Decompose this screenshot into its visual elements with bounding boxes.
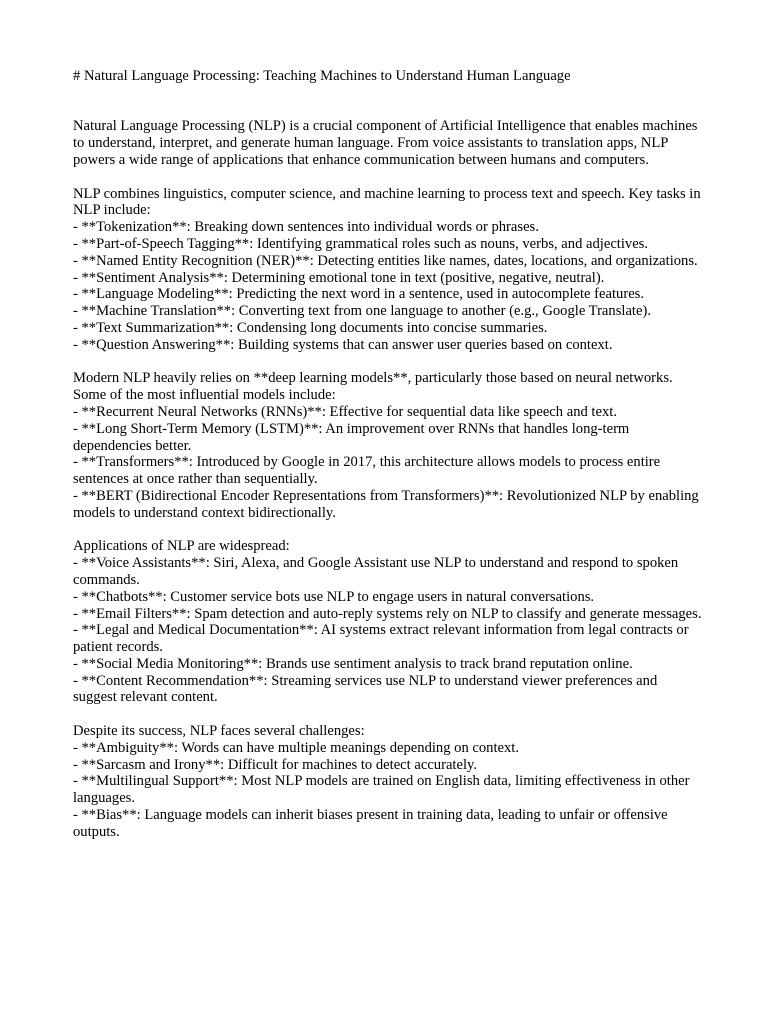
list-item: - **Part-of-Speech Tagging**: Identifying grammatical roles such as nouns, verbs, and adjectives. [73,235,649,252]
section-deep-learning-models [73,370,703,521]
list-item: - **Multilingual Support**: Most NLP models are trained on English data, limiting effectiveness in other languages. [73,773,690,807]
section-lead: NLP combines linguistics, computer science, and machine learning to process text and speech. Key tasks in NLP include: [73,185,701,219]
list-item: - **Chatbots**: Customer service bots use NLP to engage users in natural conversations. [73,588,595,605]
section-lead: Applications of NLP are widespread: [73,538,290,555]
section-lead: Despite its success, NLP faces several challenges: [73,723,365,740]
list-item: - **Sentiment Analysis**: Determining emotional tone in text (positive, negative, neutral). [73,269,605,286]
intro-paragraph: Natural Language Processing (NLP) is a crucial component of Artificial Intelligence that enables machines to understand, interpret, and generate human language. From voice assistants to translation apps, NLP powers a wide range of applications that enhance communication between humans and computers. [73,118,698,168]
list-item: - **Legal and Medical Documentation**: AI systems extract relevant information from legal contracts or patient records. [73,622,689,656]
list-item: - **BERT (Bidirectional Encoder Representations from Transformers)**: Revolutionized NLP by enabling models to understand context bidirectionally. [73,487,699,521]
section-nlp-tasks [73,186,703,354]
list-item: - **Content Recommendation**: Streaming services use NLP to understand viewer preferences and suggest relevant content. [73,672,658,706]
list-item: - **Question Answering**: Building systems that can answer user queries based on context. [73,336,613,353]
list-item: - **Ambiguity**: Words can have multiple meanings depending on context. [73,739,520,756]
list-item: - **Named Entity Recognition (NER)**: Detecting entities like names, dates, locations, and organizations. [73,252,698,269]
section-applications [73,538,703,706]
list-item: - **Machine Translation**: Converting text from one language to another (e.g., Google Translate). [73,303,651,320]
list-item: - **Long Short-Term Memory (LSTM)**: An improvement over RNNs that handles long-term dependencies better. [73,420,630,454]
list-item: - **Transformers**: Introduced by Google in 2017, this architecture allows models to process entire sentences at once rather than sequentially. [73,454,661,488]
list-item: - **Text Summarization**: Condensing long documents into concise summaries. [73,319,548,336]
spacer [73,706,703,723]
list-item: - **Bias**: Language models can inherit biases present in training data, leading to unfair or offensive outputs. [73,807,668,840]
spacer [73,354,703,371]
document-page [73,68,703,841]
list-item: - **Email Filters**: Spam detection and auto-reply systems rely on NLP to classify and generate messages. [73,605,702,622]
section-challenges [73,723,703,841]
list-item: - **Sarcasm and Irony**: Difficult for machines to detect accurately. [73,756,478,773]
spacer [73,522,703,539]
list-item: - **Social Media Monitoring**: Brands use sentiment analysis to track brand reputation online. [73,655,633,672]
document-title: # Natural Language Processing: Teaching Machines to Understand Human Language [73,68,571,84]
spacer [73,169,703,186]
list-item: - **Language Modeling**: Predicting the next word in a sentence, used in autocomplete features. [73,286,645,303]
list-item: - **Recurrent Neural Networks (RNNs)**: Effective for sequential data like speech and text. [73,403,617,420]
list-item: - **Tokenization**: Breaking down sentences into individual words or phrases. [73,219,539,236]
section-lead: Modern NLP heavily relies on **deep learning models**, particularly those based on neural networks. Some of the most influential models include: [73,370,673,404]
spacer [73,85,703,119]
list-item: - **Voice Assistants**: Siri, Alexa, and Google Assistant use NLP to understand and respond to spoken commands. [73,555,679,588]
